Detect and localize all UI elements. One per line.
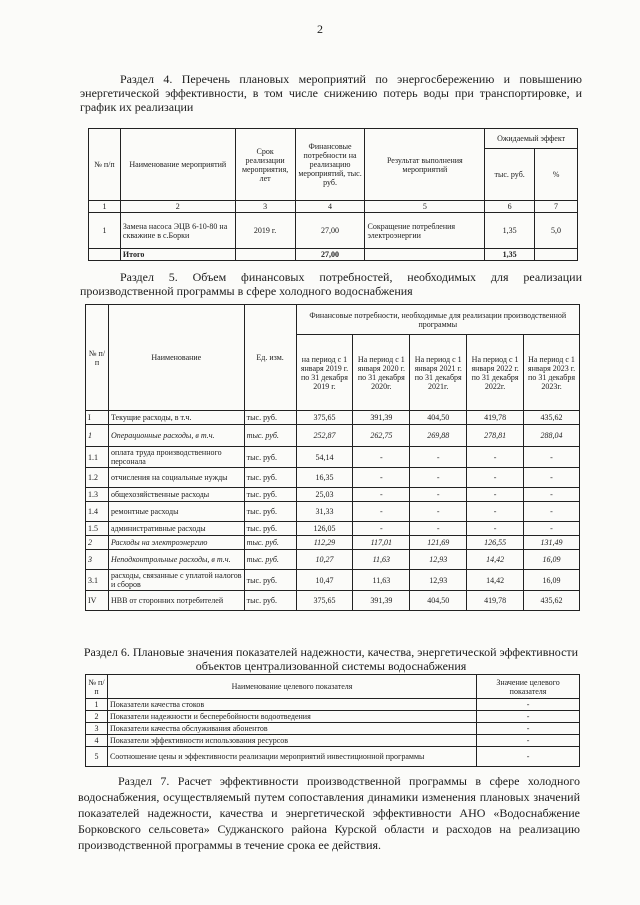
s5-header-num: № п/п [86, 305, 109, 411]
s5-row-value: - [524, 468, 580, 488]
s5-row-value: - [410, 468, 467, 488]
s5-row-num: IV [86, 591, 109, 611]
s5-table-row [86, 502, 580, 522]
s5-table-row [86, 570, 580, 591]
s5-row-name: общехозяйственные расходы [108, 488, 244, 502]
s5-row-value: 11,63 [353, 550, 410, 570]
s5-row-num: 3 [86, 550, 109, 570]
s6-header-value: Значение целевого показателя [477, 675, 580, 699]
s5-table-row [86, 550, 580, 570]
s6-row-name: Показатели эффективности использования ресурсов [107, 735, 476, 747]
s5-row-num: 1 [86, 425, 109, 447]
s6-table-body [86, 699, 580, 767]
s4-header-num: № п/п [89, 129, 121, 201]
s5-header-fin: Финансовые потребности, необходимые для реализации производственной программы [296, 305, 579, 335]
s5-row-value: - [524, 522, 580, 536]
s5-row-value: 419,78 [467, 411, 524, 425]
s5-row-value: 16,35 [296, 468, 353, 488]
section7-text: Раздел 7. Расчет эффективности производственной программы в сфере холодного водоснабжения, осуществляемый путем сопоставления динамики изменения плановых значений показателей надежности, качества и энергетической эффективности АНО «Водоснабжение Борковского сельсовета» Суджанского района Курской области и расходов на реализацию производственной программы в течение срока ее действия. [78, 774, 580, 852]
s5-header-period: На период с 1 января 2021 г. по 31 декабря 2021г. [410, 335, 467, 411]
s5-row-value: 435,62 [524, 591, 580, 611]
s5-row-num: 1.3 [86, 488, 109, 502]
s5-header-name: Наименование [108, 305, 244, 411]
s5-row-num: 1.2 [86, 468, 109, 488]
s5-row-value: 14,42 [467, 570, 524, 591]
s5-row-value: - [410, 502, 467, 522]
s6-header-num: № п/п [86, 675, 108, 699]
s5-row-value: - [524, 488, 580, 502]
s4-colnum: 2 [120, 201, 235, 213]
s5-row-unit: тыс. руб. [244, 550, 296, 570]
s4-column-numbers [89, 201, 578, 213]
s5-row-unit: тыс. руб. [244, 502, 296, 522]
s5-row-name: отчисления на социальные нужды [108, 468, 244, 488]
s6-table-row [86, 747, 580, 767]
s5-table-row [86, 468, 580, 488]
s5-row-name: НВВ от сторонних потребителей [108, 591, 244, 611]
s4-colnum: 4 [295, 201, 365, 213]
s5-row-value: 126,05 [296, 522, 353, 536]
s6-row-num: 4 [86, 735, 108, 747]
s5-row-value: 126,55 [467, 536, 524, 550]
s5-header-period: На период с 1 января 2020 г. по 31 декабря 2020г. [353, 335, 410, 411]
s5-row-num: 2 [86, 536, 109, 550]
s5-row-value: 16,09 [524, 570, 580, 591]
s5-row-value: 419,78 [467, 591, 524, 611]
s5-row-value: - [467, 488, 524, 502]
s5-row-unit: тыс. руб. [244, 522, 296, 536]
s6-row-value: - [477, 711, 580, 723]
s5-row-unit: тыс. руб. [244, 425, 296, 447]
s5-row-name: Текущие расходы, в т.ч. [108, 411, 244, 425]
s5-row-unit: тыс. руб. [244, 468, 296, 488]
s5-row-value: 391,39 [353, 411, 410, 425]
s5-row-value: 435,62 [524, 411, 580, 425]
s6-table-row [86, 699, 580, 711]
s5-row-value: - [467, 468, 524, 488]
s5-row-value: 25,03 [296, 488, 353, 502]
s4-total-fin: 27,00 [295, 249, 365, 261]
s5-table-row [86, 411, 580, 425]
s5-row-value: 112,29 [296, 536, 353, 550]
s6-row-value: - [477, 723, 580, 735]
s5-row-name: оплата труда производственного персонала [108, 447, 244, 468]
s6-row-value: - [477, 747, 580, 767]
s5-row-value: 404,50 [410, 411, 467, 425]
s5-table-row [86, 425, 580, 447]
s5-row-value: - [353, 522, 410, 536]
s5-row-name: расходы, связанные с уплатой налогов и сборов [108, 570, 244, 591]
s4-row-rub: 1,35 [485, 213, 535, 249]
s6-row-name: Показатели качества обслуживания абонентов [107, 723, 476, 735]
s5-row-num: 3.1 [86, 570, 109, 591]
s6-row-value: - [477, 699, 580, 711]
section5-table [85, 304, 580, 611]
s5-row-num: 1.5 [86, 522, 109, 536]
s4-header-effect-rub: тыс. руб. [485, 149, 535, 201]
s4-header-effect: Ожидаемый эффект [485, 129, 578, 149]
s5-row-value: - [467, 522, 524, 536]
s5-row-value: 288,04 [524, 425, 580, 447]
s5-table-row [86, 447, 580, 468]
s5-row-value: 269,88 [410, 425, 467, 447]
s5-row-value: 31,33 [296, 502, 353, 522]
s4-row-num: 1 [89, 213, 121, 249]
s6-row-name: Показатели надежности и бесперебойности водоотведения [107, 711, 476, 723]
page-number: 2 [317, 22, 323, 36]
s4-row-name: Замена насоса ЭЦВ 6-10-80 на скважине в с.Борки [120, 213, 235, 249]
s5-header-period: на период с 1 января 2019 г. по 31 декабря 2019 г. [296, 335, 353, 411]
s5-row-unit: тыс. руб. [244, 488, 296, 502]
s5-row-value: 12,93 [410, 550, 467, 570]
s5-row-value: - [353, 488, 410, 502]
s5-row-unit: тыс. руб. [244, 591, 296, 611]
s5-row-value: - [410, 447, 467, 468]
s5-header-period: На период с 1 января 2023 г. по 31 декабря 2023г. [524, 335, 580, 411]
s5-row-value: 278,81 [467, 425, 524, 447]
s5-row-value: 262,75 [353, 425, 410, 447]
s5-row-value: 131,49 [524, 536, 580, 550]
s5-row-value: 375,65 [296, 411, 353, 425]
s5-row-value: - [410, 488, 467, 502]
s4-total-label: Итого [120, 249, 235, 261]
s4-header-term: Срок реализации мероприятия, лет [235, 129, 295, 201]
section4-title: Раздел 4. Перечень плановых мероприятий по энергосбережению и повышению энергетической эффективности, в том числе снижению потерь воды при транспортировке, и график их реализации [80, 72, 582, 114]
s5-header-unit: Ед. изм. [244, 305, 296, 411]
s6-row-num: 3 [86, 723, 108, 735]
s6-row-num: 2 [86, 711, 108, 723]
s4-colnum: 5 [365, 201, 485, 213]
s6-table-row [86, 735, 580, 747]
s6-table-row [86, 711, 580, 723]
s5-row-unit: тыс. руб. [244, 411, 296, 425]
s5-row-value: 16,09 [524, 550, 580, 570]
s5-row-value: - [410, 522, 467, 536]
s5-row-value: - [524, 502, 580, 522]
s6-table-row [86, 723, 580, 735]
s6-row-name: Показатели качества стоков [107, 699, 476, 711]
s5-table-row [86, 536, 580, 550]
s5-row-value: 12,93 [410, 570, 467, 591]
s5-row-value: 391,39 [353, 591, 410, 611]
s4-total-row [89, 249, 578, 261]
s5-row-name: ремонтные расходы [108, 502, 244, 522]
s5-row-value: 11,63 [353, 570, 410, 591]
s5-table-row [86, 522, 580, 536]
s5-row-name: Операционные расходы, в т.ч. [108, 425, 244, 447]
s5-row-value: 14,42 [467, 550, 524, 570]
s5-row-num: I [86, 411, 109, 425]
section5-title: Раздел 5. Объем финансовых потребностей, необходимых для реализации производственной программы в сфере холодного водоснабжения [80, 270, 582, 298]
s4-row-term: 2019 г. [235, 213, 295, 249]
s5-row-unit: тыс. руб. [244, 570, 296, 591]
s5-table-row [86, 591, 580, 611]
section6-table [85, 674, 580, 767]
s5-row-value: 375,65 [296, 591, 353, 611]
s4-header-name: Наименование мероприятий [120, 129, 235, 201]
s4-colnum: 7 [535, 201, 578, 213]
s4-total-rub: 1,35 [485, 249, 535, 261]
s5-row-name: Неподконтрольные расходы, в т.ч. [108, 550, 244, 570]
s5-row-value: - [353, 502, 410, 522]
s6-row-value: - [477, 735, 580, 747]
s5-row-num: 1.1 [86, 447, 109, 468]
s5-table-body [86, 411, 580, 611]
s4-header-effect-pct: % [535, 149, 578, 201]
s5-table-row [86, 488, 580, 502]
s5-row-value: - [353, 447, 410, 468]
s6-row-num: 5 [86, 747, 108, 767]
s4-row-result: Сокращение потребления электроэнергии [365, 213, 485, 249]
s5-row-name: Расходы на электроэнергию [108, 536, 244, 550]
s4-header-fin: Финансовые потребности на реализацию мероприятий, тыс. руб. [295, 129, 365, 201]
s4-header-result: Результат выполнения мероприятий [365, 129, 485, 201]
s5-row-value: 121,69 [410, 536, 467, 550]
s5-row-num: 1.4 [86, 502, 109, 522]
s4-row-fin: 27,00 [295, 213, 365, 249]
s6-row-num: 1 [86, 699, 108, 711]
s6-header-name: Наименование целевого показателя [107, 675, 476, 699]
s5-header-period: На период с 1 января 2022 г. по 31 декабря 2022г. [467, 335, 524, 411]
s5-row-value: 117,01 [353, 536, 410, 550]
s5-row-value: 404,50 [410, 591, 467, 611]
s5-row-value: - [467, 502, 524, 522]
s5-row-value: - [524, 447, 580, 468]
s4-colnum: 6 [485, 201, 535, 213]
s4-row-pct: 5,0 [535, 213, 578, 249]
s5-row-value: 54,14 [296, 447, 353, 468]
s4-colnum: 3 [235, 201, 295, 213]
s4-colnum: 1 [89, 201, 121, 213]
s5-row-name: административные расходы [108, 522, 244, 536]
s5-row-value: 10,47 [296, 570, 353, 591]
s5-row-value: 10,27 [296, 550, 353, 570]
s4-table-row [89, 213, 578, 249]
section6-title: Раздел 6. Плановые значения показателей надежности, качества, энергетической эффективности объектов централизованной системы водоснабжения [83, 645, 579, 673]
s5-row-value: - [353, 468, 410, 488]
s5-row-value: - [467, 447, 524, 468]
s5-row-unit: тыс. руб. [244, 536, 296, 550]
section4-table [88, 128, 578, 261]
s5-row-value: 252,87 [296, 425, 353, 447]
s5-row-unit: тыс. руб. [244, 447, 296, 468]
s6-row-name: Соотношение цены и эффективности реализации мероприятий инвестиционной программы [107, 747, 476, 767]
